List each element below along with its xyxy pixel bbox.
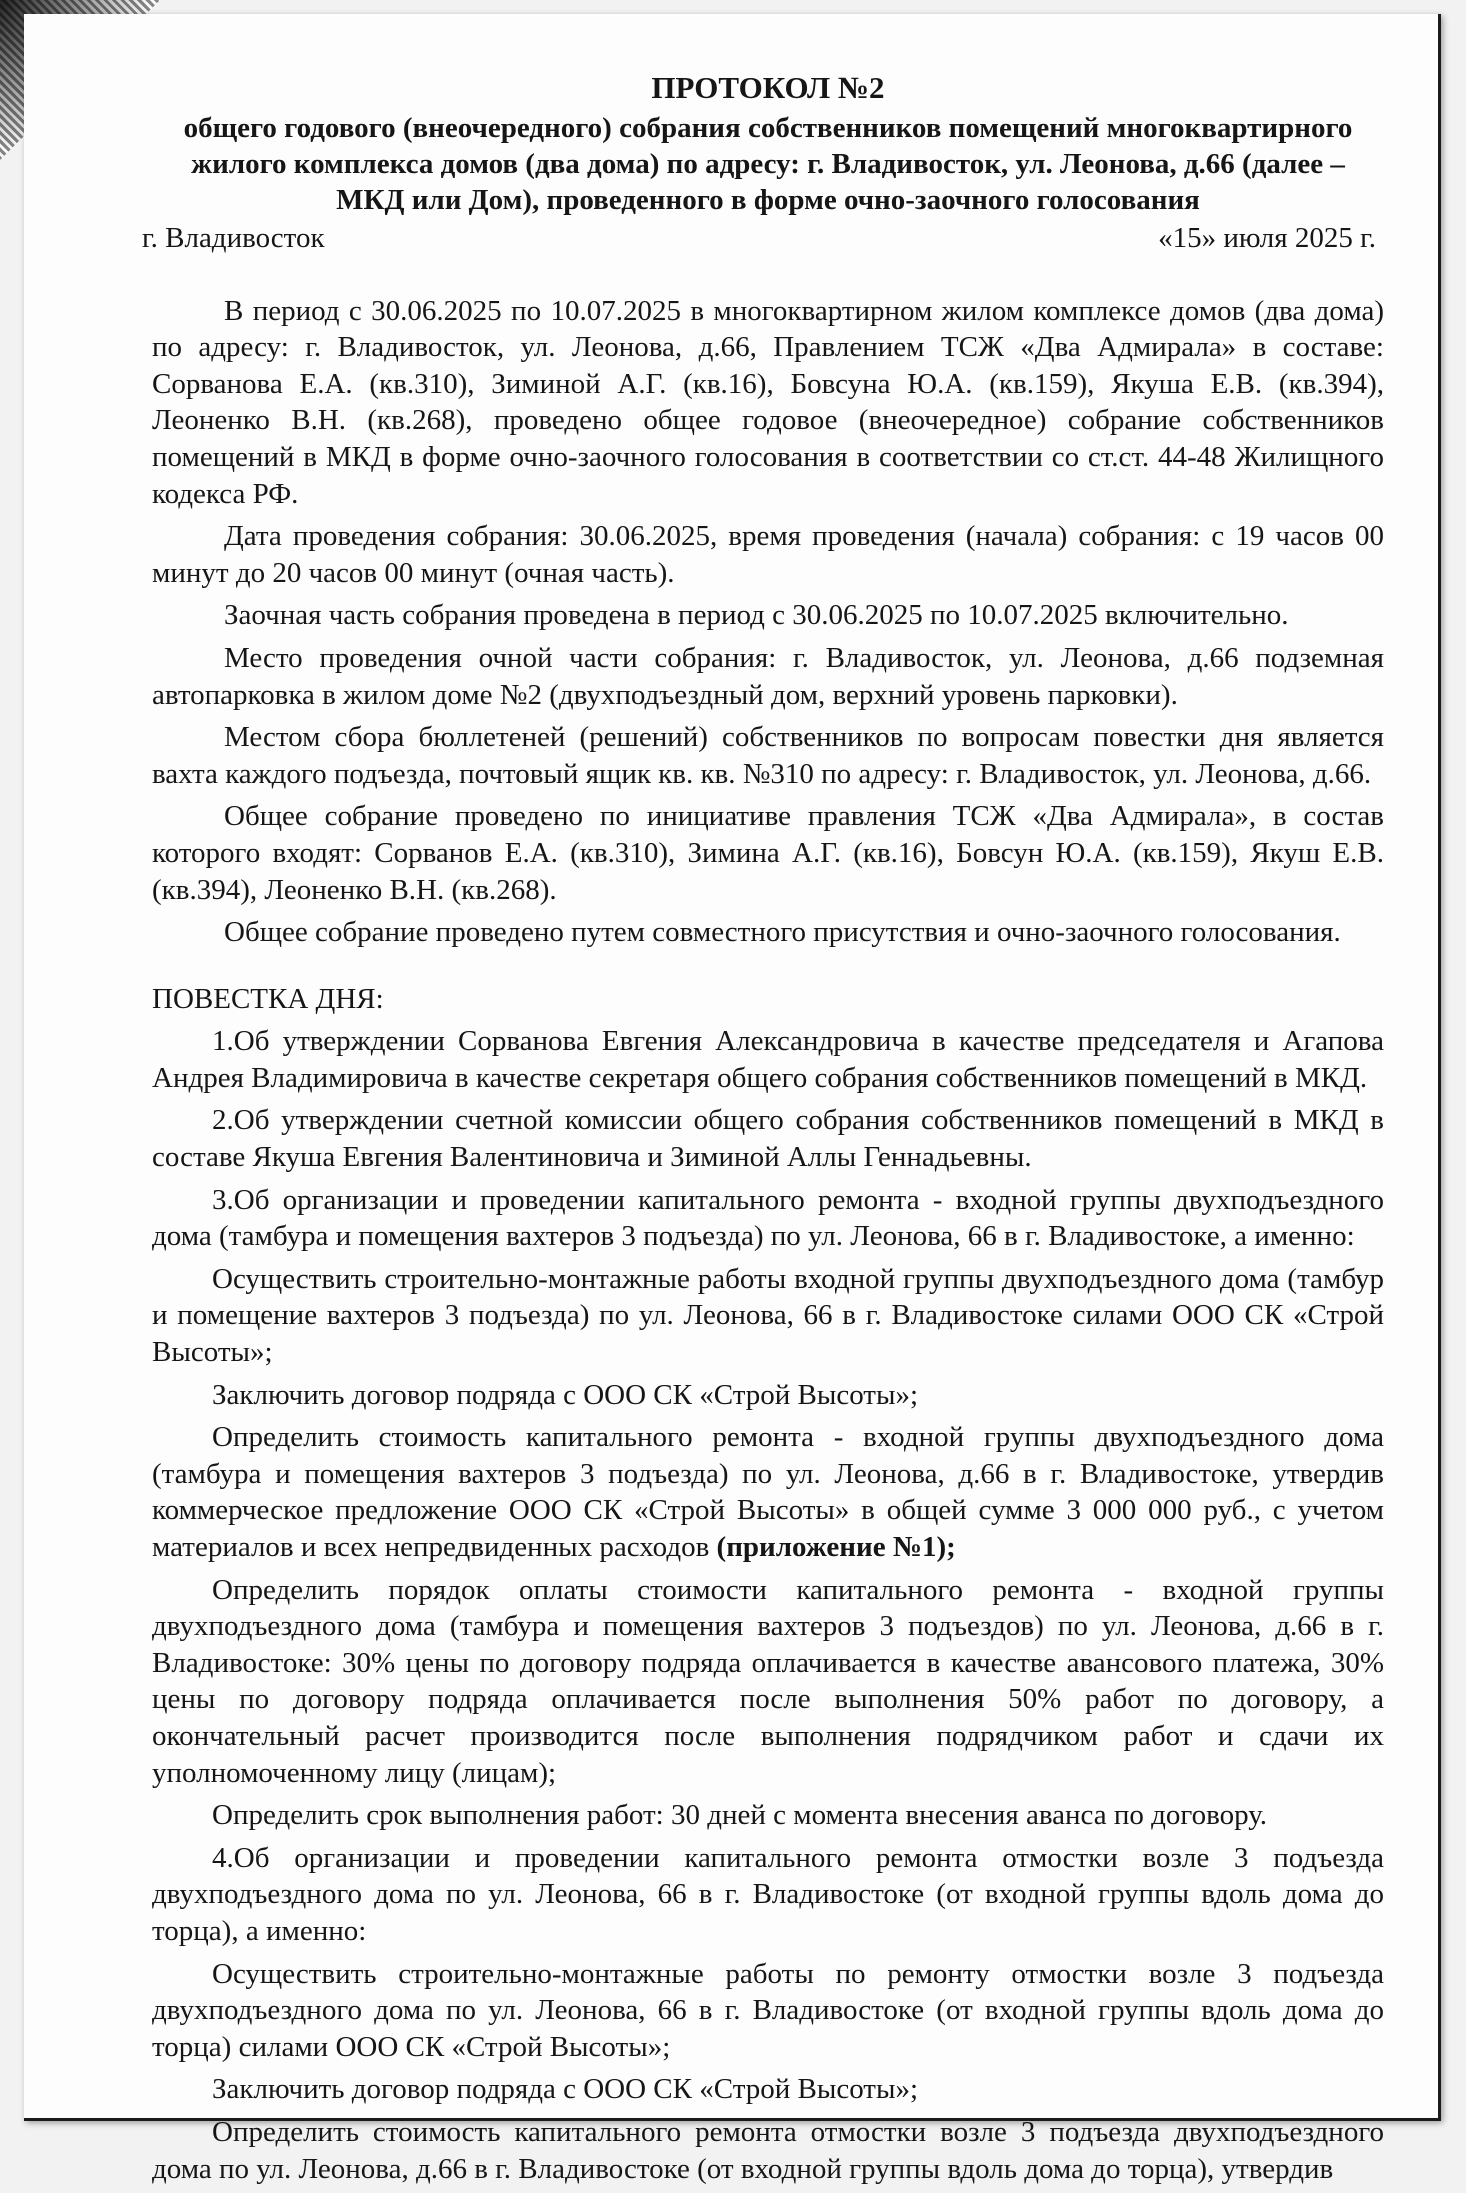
document-header [152, 70, 1384, 218]
paragraph-initiator: Общее собрание проведено по инициативе правления ТСЖ «Два Адмирала», в состав которого входят: Сорванов Е.А. (кв.310), Зимина А.Г. (кв.16), Бовсун Ю.А. (кв.159), Якуш Е.В. (кв.394), Леоненко В.Н. (кв.268). [152, 800, 1384, 906]
paragraph-voting-form: Общее собрание проведено путем совместного присутствия и очно-заочного голосования. [224, 916, 1341, 949]
agenda-item-4-contract: Заключить договор подряда с ООО СК «Строй Высоты»; [212, 2073, 919, 2106]
agenda-item-3-works: Осуществить строительно-монтажные работы входной группы двухподъездного дома (тамбур и помещение вахтеров 3 подъезда) по ул. Леонова, 66 в г. Владивостоке силами ООО СК «Строй Высоты»; [152, 1262, 1384, 1369]
document-city: г. Владивосток [142, 222, 325, 254]
agenda-item-3-payment: Определить порядок оплаты стоимости капитального ремонта - входной группы двухподъездного дома (тамбура и помещения вахтеров 3 подъездов) по ул. Леонова, д.66 в г. Владивостоке: 30% цены по договору подряда оплачивается в качестве авансового платежа, 30% цены по договору подряда оплачивается после выполнения 50% работ по договору, а окончательный расчет производится после выполнения подрядчиком работ и сдачи их уполномоченному лицу (лицам); [152, 1573, 1384, 1789]
place-date-row [142, 220, 1384, 257]
agenda-item-3: 3.Об организации и проведении капитального ремонта - входной группы двухподъездного дома (тамбура и помещения вахтеров 3 подъезда) по ул. Леонова, 66 в г. Владивостоке, а именно: [152, 1183, 1384, 1253]
agenda-item-3-cost [152, 1419, 1384, 1565]
agenda-item-3-contract: Заключить договор подряда с ООО СК «Строй Высоты»; [212, 1378, 919, 1411]
agenda-item-4: 4.Об организации и проведении капитального ремонта отмостки возле 3 подъезда двухподъездного дома по ул. Леонова, 66 в г. Владивостоке (от входной группы вдоль дома до торца), а именно: [152, 1841, 1384, 1947]
agenda-item-3-deadline: Определить срок выполнения работ: 30 дней с момента внесения аванса по договору. [212, 1799, 1268, 1832]
paragraph-ballot-collection: Местом сбора бюллетеней (решений) собственников по вопросам повестки дня является вахта каждого подъезда, почтовый ящик кв. кв. №310 по адресу: г. Владивосток, ул. Леонова, д.66. [152, 721, 1384, 790]
document-content [142, 70, 1384, 2193]
agenda-item-3-cost-text: Определить стоимость капитального ремонта - входной группы двухподъездного дома (тамбура и помещения вахтеров 3 подъезда) по ул. Леонова, д.66 в г. Владивостоке, утвердив коммерческое предложение ООО СК «Строй Высоты» в общей сумме 3 000 000 руб., с учетом материалов и всех непредвиденных расходов [152, 1421, 1384, 1563]
paragraph-meeting-place: Место проведения очной части собрания: г. Владивосток, ул. Леонова, д.66 подземная автопарковка в жилом доме №2 (двухподъездный дом, верхний уровень парковки). [152, 641, 1384, 711]
document-title: ПРОТОКОЛ №2 [651, 70, 885, 105]
paragraph-meeting-date: Дата проведения собрания: 30.06.2025, время проведения (начала) собрания: с 19 часов 00 минут до 20 часов 00 минут (очная часть). [152, 520, 1384, 589]
document-subtitle-line-3: МКД или Дом), проведенного в форме очно-заочного голосования [336, 184, 1200, 216]
agenda-item-4-cost: Определить стоимость капитального ремонта отмостки возле 3 подъезда двухподъездного дома по ул. Леонова, д.66 в г. Владивостоке (от входной группы вдоль дома до торца), утвердив [152, 2115, 1384, 2185]
document-subtitle-line-1: общего годового (внеочередного) собрания собственников помещений многоквартирного [183, 112, 1353, 144]
agenda-item-1: 1.Об утверждении Сорванова Евгения Александровича в качестве председателя и Агапова Андрея Владимировича в качестве секретаря общего собрания собственников помещений в МКД. [152, 1025, 1384, 1094]
agenda-item-4-works: Осуществить строительно-монтажные работы по ремонту отмостки возле 3 подъезда двухподъездного дома по ул. Леонова, 66 в г. Владивостоке (от входной группы вдоль дома до торца) силами ООО СК «Строй Высоты»; [152, 1957, 1384, 2063]
appendix-reference: (приложение №1); [716, 1531, 956, 1563]
agenda-item-2: 2.Об утверждении счетной комиссии общего собрания собственников помещений в МКД в составе Якуша Евгения Валентиновича и Зиминой Аллы Геннадьевны. [152, 1104, 1384, 1174]
document-subtitle-line-2: жилого комплекса домов (два дома) по адресу: г. Владивосток, ул. Леонова, д.66 (далее – [191, 148, 1345, 180]
agenda-heading: ПОВЕСТКА ДНЯ: [152, 982, 384, 1015]
document-page [24, 14, 1441, 2185]
paragraph-absentee-period: Заочная часть собрания проведена в период с 30.06.2025 по 10.07.2025 включительно. [224, 599, 1289, 632]
document-date: «15» июля 2025 г. [1158, 222, 1376, 254]
paragraph-intro: В период с 30.06.2025 по 10.07.2025 в многоквартирном жилом комплексе домов (два дома) по адресу: г. Владивосток, ул. Леонова, д.66, Правлением ТСЖ «Два Адмирала» в составе: Сорванова Е.А. (кв.310), Зиминой А.Г. (кв.16), Бовсуна Ю.А. (кв.159), Якуша Е.В. (кв.394), Леоненко В.Н. (кв.268), проведено общее годовое (внеочередное) собрание собственников помещений в МКД в форме очно-заочного голосования в соответствии со ст.ст. 44-48 Жилищного кодекса РФ. [152, 294, 1384, 510]
